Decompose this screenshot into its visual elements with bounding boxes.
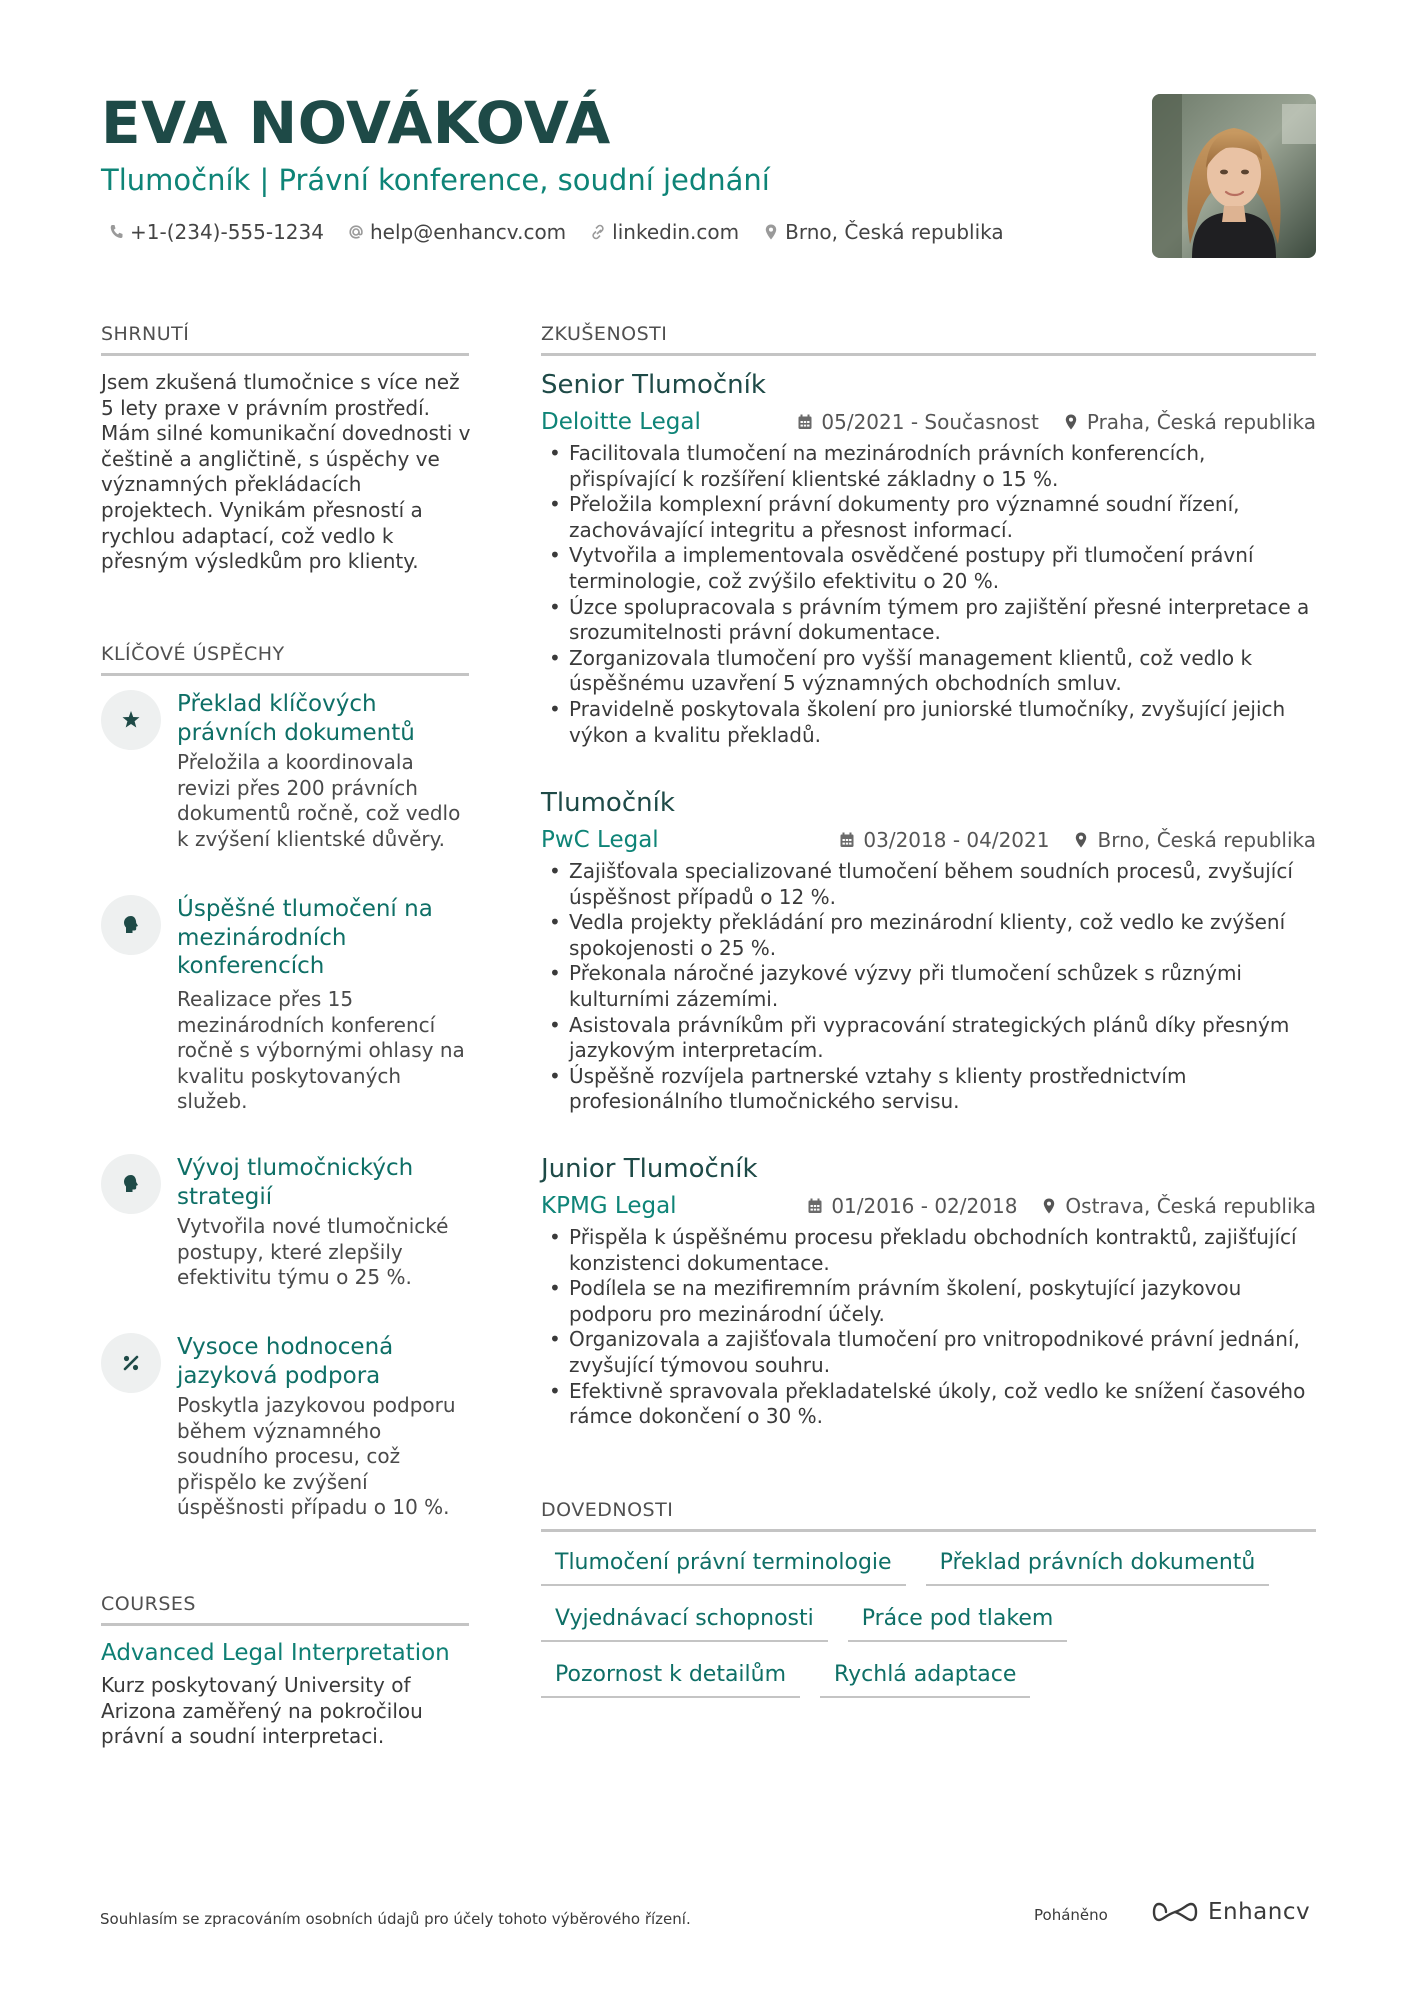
- achievement-item: [101, 690, 471, 860]
- enhancv-brand-name: Enhancv: [1208, 1899, 1311, 1925]
- contact-email[interactable]: [348, 217, 566, 247]
- achievement-title: Překlad klíčových právních dokumentů: [177, 691, 415, 746]
- section-heading-summary: SHRNUTÍ: [101, 321, 469, 356]
- achievement-desc: Přeložila a koordinovala revizi přes 200 právních dokumentů ročně, což vedlo k zvýšení klientské důvěry.: [177, 750, 461, 851]
- achievement-item: [101, 1154, 471, 1304]
- skill-tag: Překlad právních dokumentů: [926, 1548, 1270, 1586]
- consent-note: Souhlasím se zpracováním osobních údajů pro účely tohoto výběrového řízení.: [100, 1910, 691, 1928]
- section-heading-skills: DOVEDNOSTI: [541, 1497, 1316, 1532]
- job-bullets: [541, 859, 1316, 1115]
- job-bullet: • Úspěšně rozvíjela partnerské vztahy s klienty prostřednictvím profesionálního tlumočnického servisu.: [541, 1064, 1316, 1115]
- job-title: Senior Tlumočník: [541, 370, 766, 400]
- job-bullet: • Úzce spolupracovala s právním týmem pro zajištění přesné interpretace a srozumitelnosti právní dokumentace.: [541, 595, 1316, 646]
- enhancv-logo-icon: [1152, 1898, 1198, 1926]
- job-entry: [541, 369, 1316, 749]
- location-icon: [1073, 831, 1089, 849]
- achievement-title: Úspěšné tlumočení na mezinárodních konferencích: [177, 896, 433, 979]
- skill-tag: Tlumočení právní terminologie: [541, 1548, 906, 1586]
- job-bullet: • Přeložila komplexní právní dokumenty pro významné soudní řízení, zachovávající integritu a přesnost informací.: [541, 492, 1316, 543]
- contact-phone[interactable]: [108, 217, 324, 247]
- job-details: [839, 825, 1316, 855]
- contact-location-text: Brno, Česká republika: [785, 220, 1004, 244]
- contact-linkedin[interactable]: [590, 217, 739, 247]
- star-icon: [101, 690, 161, 750]
- contact-bar: [108, 217, 1004, 247]
- candidate-name: EVA NOVÁKOVÁ: [101, 89, 611, 157]
- job-meta: [541, 1191, 1316, 1221]
- job-dates: [807, 1191, 1017, 1221]
- job-bullet: • Organizovala a zajišťovala tlumočení pro vnitropodnikové právní jednání, zvyšující týmovou souhru.: [541, 1327, 1316, 1378]
- job-bullet: • Asistovala právníkům při vypracování strategických plánů díky přesným jazykovým interpretacím.: [541, 1013, 1316, 1064]
- location-icon: [763, 223, 779, 241]
- achievement-title: Vysoce hodnocená jazyková podpora: [177, 1334, 394, 1389]
- achievement-item: [101, 895, 471, 1115]
- enhancv-brand[interactable]: [1152, 1898, 1310, 1926]
- calendar-icon: [807, 1197, 823, 1215]
- job-location: [1041, 1191, 1316, 1221]
- skill-tag: Vyjednávací schopnosti: [541, 1604, 828, 1642]
- job-meta: [541, 407, 1316, 437]
- contact-email-text: help@enhancv.com: [369, 220, 567, 244]
- section-heading-courses: COURSES: [101, 1591, 469, 1626]
- job-bullet: • Přispěla k úspěšnému procesu překladu obchodních kontraktů, zajišťující konzistenci dokumentace.: [541, 1225, 1316, 1276]
- job-entry: [541, 1153, 1316, 1453]
- job-bullet: • Facilitovala tlumočení na mezinárodních právních konferencích, přispívající k rozšíření klientské základny o 15 %.: [541, 441, 1316, 492]
- percent-icon: [101, 1333, 161, 1393]
- job-meta: [541, 825, 1316, 855]
- job-details: [797, 407, 1316, 437]
- skills-row: [541, 1548, 1316, 1586]
- achievement-desc: Vytvořila nové tlumočnické postupy, které zlepšily efektivitu týmu o 25 %.: [177, 1214, 449, 1290]
- job-bullet: • Vedla projekty překládání pro mezinárodní klienty, což vedlo ke zvýšení spokojenosti o 25 %.: [541, 910, 1316, 961]
- job-bullets: [541, 441, 1316, 748]
- section-heading-experience: ZKUŠENOSTI: [541, 321, 1316, 356]
- summary-text: Jsem zkušená tlumočnice s více než 5 lety praxe v právním prostředí. Mám silné komunikační dovednosti v češtině a angličtině, s úspěchy ve významných překládacích projektech. Vynikám přesností a rychlou adaptací, což vedlo k přesným výsledkům pro klienty.: [101, 370, 471, 574]
- achievement-desc: Poskytla jazykovou podporu během významného soudního procesu, což přispělo ke zvýšení úspěšnosti případu o 10 %.: [177, 1393, 456, 1520]
- job-location-text: Praha, Česká republika: [1086, 410, 1316, 434]
- job-location-text: Brno, Česká republika: [1097, 828, 1316, 852]
- skill-tag: Práce pod tlakem: [848, 1604, 1068, 1642]
- course-title: Advanced Legal Interpretation: [101, 1640, 450, 1666]
- job-bullets: [541, 1225, 1316, 1430]
- company-name: PwC Legal: [541, 827, 659, 853]
- skill-tag: Pozornost k detailům: [541, 1660, 800, 1698]
- contact-linkedin-text: linkedin.com: [612, 220, 740, 244]
- job-dates-text: 05/2021 - Současnost: [821, 410, 1039, 434]
- achievement-desc: Realizace přes 15 mezinárodních konferencí ročně s výbornými ohlasy na kvalitu poskytovaných služeb.: [177, 987, 465, 1114]
- job-title: Junior Tlumočník: [541, 1154, 758, 1184]
- job-bullet: • Pravidelně poskytovala školení pro juniorské tlumočníky, zvyšující jejich výkon a kvalitu překladů.: [541, 697, 1316, 748]
- job-location-text: Ostrava, Česká republika: [1065, 1194, 1316, 1218]
- location-icon: [1063, 413, 1079, 431]
- calendar-icon: [839, 831, 855, 849]
- job-location: [1073, 825, 1316, 855]
- job-details: [807, 1191, 1316, 1221]
- achievement-title: Vývoj tlumočnických strategií: [177, 1155, 414, 1210]
- job-bullet: • Efektivně spravovala překladatelské úkoly, což vedlo ke snížení časového rámce dokončení o 30 %.: [541, 1379, 1316, 1430]
- job-dates-text: 03/2018 - 04/2021: [863, 828, 1050, 852]
- company-name: KPMG Legal: [541, 1193, 677, 1219]
- head-icon: [101, 1154, 161, 1214]
- location-icon: [1041, 1197, 1057, 1215]
- job-bullet: • Vytvořila a implementovala osvědčené postupy při tlumočení právní terminologie, což zvýšilo efektivitu o 20 %.: [541, 543, 1316, 594]
- section-heading-achievements: KLÍČOVÉ ÚSPĚCHY: [101, 641, 469, 676]
- job-bullet: • Zorganizovala tlumočení pro vyšší management klientů, což vedlo k úspěšnému uzavření 5 významných obchodních smluv.: [541, 646, 1316, 697]
- job-bullet: • Podílela se na mezifiremním právním školení, poskytující jazykovou podporu pro mezinárodní účely.: [541, 1276, 1316, 1327]
- job-location: [1063, 407, 1316, 437]
- company-name: Deloitte Legal: [541, 409, 701, 435]
- phone-icon: [108, 223, 124, 241]
- job-dates: [839, 825, 1049, 855]
- achievement-item: [101, 1333, 471, 1533]
- contact-phone-text: +1-(234)-555-1234: [130, 220, 324, 244]
- profile-photo: [1152, 94, 1316, 258]
- candidate-title: Tlumočník | Právní konference, soudní jednání: [101, 163, 770, 197]
- powered-by-label: Poháněno: [1034, 1906, 1108, 1924]
- job-bullet: • Zajišťovala specializované tlumočení během soudních procesů, zvyšující úspěšnost případů o 12 %.: [541, 859, 1316, 910]
- job-bullet: • Překonala náročné jazykové výzvy při tlumočení schůzek s různými kulturními zázemími.: [541, 961, 1316, 1012]
- job-entry: [541, 787, 1316, 1127]
- contact-location: [763, 217, 1004, 247]
- skills-row: [541, 1660, 1316, 1698]
- skill-tag: Rychlá adaptace: [820, 1660, 1030, 1698]
- skills-list: [541, 1548, 1316, 1716]
- link-icon: [590, 223, 606, 241]
- head-icon: [101, 895, 161, 955]
- at-icon: [348, 223, 364, 241]
- job-title: Tlumočník: [541, 788, 675, 818]
- calendar-icon: [797, 413, 813, 431]
- skills-row: [541, 1604, 1316, 1642]
- job-dates-text: 01/2016 - 02/2018: [831, 1194, 1018, 1218]
- job-dates: [797, 407, 1038, 437]
- course-desc: Kurz poskytovaný University of Arizona zaměřený na pokročilou právní a soudní interpretaci.: [101, 1673, 423, 1749]
